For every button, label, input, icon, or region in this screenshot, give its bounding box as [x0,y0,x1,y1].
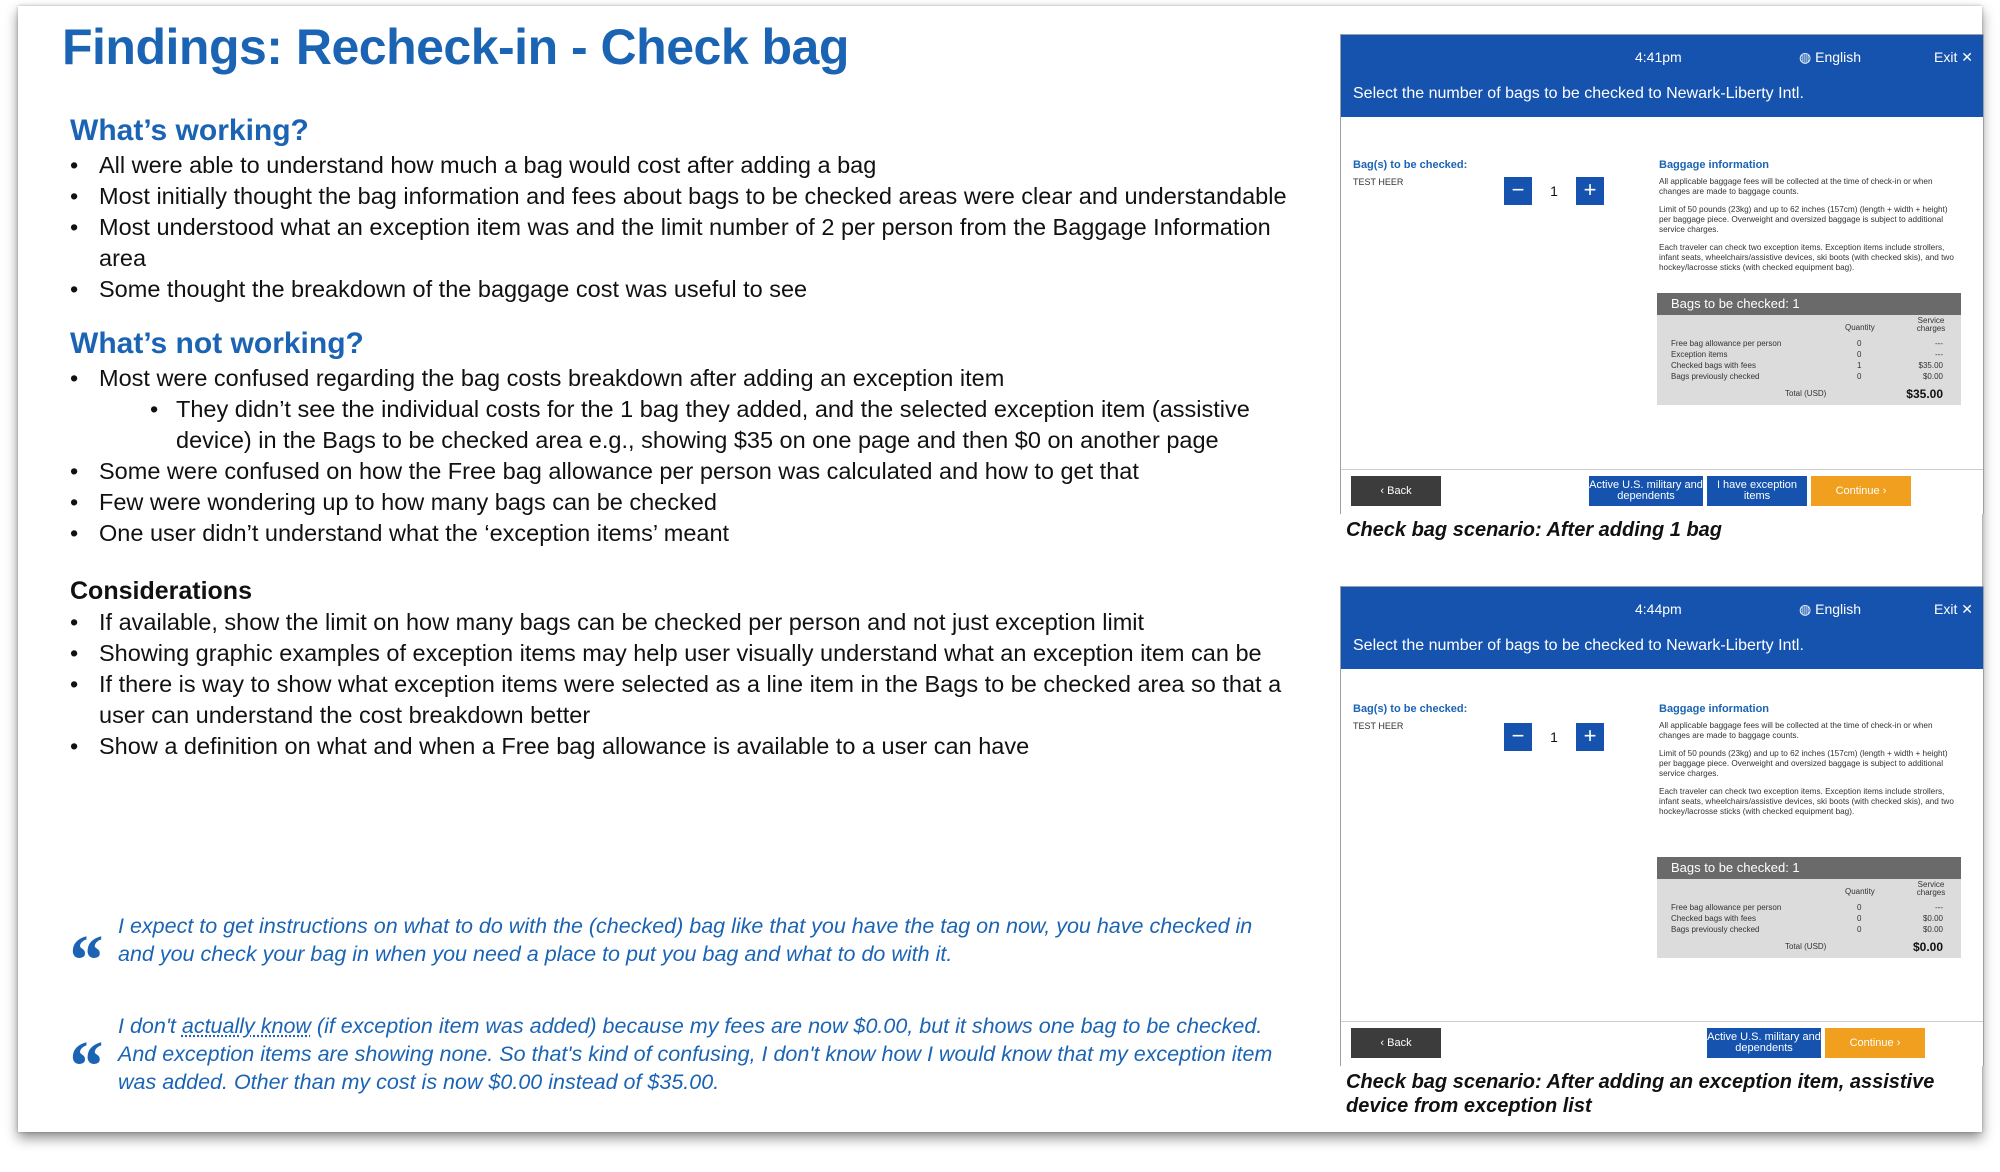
kiosk-screenshot-1 [1340,34,1984,514]
table-row: Bags previously checked 0 $0.00 [1671,372,1943,381]
list-item: • All were able to understand how much a bag would cost after adding a bag [70,150,1290,181]
chevron-right-icon: › [1882,484,1887,497]
not-working-heading: What’s not working? [70,327,364,360]
kiosk-footer [1341,1021,1983,1066]
language-selector[interactable]: ◍ English [1799,49,1862,65]
caption-2: Check bag scenario: After adding an exception item, assistive device from exception list [1346,1071,1935,1117]
list-item: • Showing graphic examples of exception items may help user visually understand what an exception item can be [70,638,1290,669]
globe-icon: ◍ [1799,49,1812,65]
close-icon: ✕ [1961,601,1973,617]
chevron-left-icon: ‹ [1380,1036,1385,1049]
bag-count: 1 [1532,177,1576,205]
list-item: • Some thought the breakdown of the baggage cost was useful to see [70,274,1290,305]
page-title: Findings: Recheck-in - Check bag [62,19,849,75]
quote-text: I expect to get instructions on what to do with the (checked) bag like that you have the tag on now, you have checked in and you check your bag in when you need a place to put you bag and what to do with it. [118,914,1253,966]
kiosk-header [1341,35,1983,117]
clock: 4:44pm [1635,601,1682,617]
findings-text [70,112,1290,762]
exit-button[interactable]: Exit ✕ [1934,601,1973,617]
list-item: • One user didn’t understand what the ‘exception items’ meant [70,518,1290,549]
instruction: Select the number of bags to be checked to Newark-Liberty Intl. [1353,637,1804,654]
summary-total: Total (USD) $35.00 [1785,387,1943,401]
table-row: Free bag allowance per person 0 --- [1671,339,1943,348]
summary-total: Total (USD) $0.00 [1785,940,1943,954]
continue-button[interactable]: Continue › [1825,1028,1925,1058]
list-item: • If there is way to show what exception items were selected as a line item in the Bags to be checked area so that a user can understand the cost breakdown better [70,669,1290,731]
bags-label: Bag(s) to be checked: [1353,159,1468,171]
summary-title: Bags to be checked: 1 [1657,293,1961,315]
clock: 4:41pm [1635,49,1682,65]
table-row: Bags previously checked 0 $0.00 [1671,925,1943,934]
military-button[interactable]: Active U.S. military and dependents [1589,476,1703,506]
not-working-list [70,363,1290,549]
quote-mark-icon: “ [66,920,102,1000]
back-button[interactable]: ‹ Back [1351,1028,1441,1058]
table-row: Exception items 0 --- [1671,350,1943,359]
quantity-stepper [1504,723,1604,753]
bags-summary [1657,293,1961,405]
quote-mark-icon: “ [66,1026,102,1106]
list-item: • If available, show the limit on how many bags can be checked per person and not just exception limit [70,607,1290,638]
language-selector[interactable]: ◍ English [1799,601,1862,617]
quantity-stepper [1504,177,1604,207]
list-subitem: • They didn’t see the individual costs for the 1 bag they added, and the selected exception item (assistive device) in the Bags to be checked area e.g., showing $35 on one page and then $0 on another page [70,394,1290,456]
summary-rows [1657,339,1961,383]
working-list [70,150,1290,305]
list-item: • Most initially thought the bag information and fees about bags to be checked areas were clear and understandable [70,181,1290,212]
considerations-heading: Considerations [70,577,252,605]
close-icon: ✕ [1961,49,1973,65]
continue-button[interactable]: Continue › [1811,476,1911,506]
list-item: • Most understood what an exception item was and the limit number of 2 per person from the Baggage Information area [70,212,1290,274]
chevron-right-icon: › [1896,1036,1901,1049]
baggage-info-text: All applicable baggage fees will be collected at the time of check-in or when changes are made to baggage counts. Limit of 50 pounds (23kg) and up to 62 inches (157cm) (length + width + height) per baggage piece. Overweight and oversized baggage is subject to additional service charges. Each traveler can check two exception items. Exception items include strollers, infant seats, wheelchairs/assistive devices, ski boots (with checked skis), and two hockey/lacrosse sticks (with checked equipment bag). [1659,721,1954,816]
baggage-info-title: Baggage information [1659,703,1770,715]
list-item: • Show a definition on what and when a Free bag allowance is available to a user can have [70,731,1290,762]
list-item: • Most were confused regarding the bag costs breakdown after adding an exception item [70,363,1290,394]
bags-label: Bag(s) to be checked: [1353,703,1468,715]
summary-title: Bags to be checked: 1 [1657,857,1961,879]
slide [18,6,1982,1132]
exception-items-button[interactable]: I have exception items [1707,476,1807,506]
table-row: Checked bags with fees 0 $0.00 [1671,914,1943,923]
minus-button[interactable]: − [1504,177,1532,205]
instruction: Select the number of bags to be checked to Newark-Liberty Intl. [1353,85,1804,102]
table-row: Free bag allowance per person 0 --- [1671,903,1943,912]
baggage-info-text: All applicable baggage fees will be collected at the time of check-in or when changes are made to baggage counts. Limit of 50 pounds (23kg) and up to 62 inches (157cm) (length + width + height) per baggage piece. Overweight and oversized baggage is subject to additional service charges. Each traveler can check two exception items. Exception items include strollers, infant seats, wheelchairs/assistive devices, ski boots (with checked skis), and two hockey/lacrosse sticks (with checked equipment bag). [1659,177,1954,272]
plus-button[interactable]: + [1576,177,1604,205]
quote-text: I don't actually know (if exception item was added) because my fees are now $0.00, but it shows one bag to be checked. And exception items are showing none. So that's kind of confusing, I don't know how I would know that my exception item was added. Other than my cost is now $0.00 instead of $35.00. [118,1014,1273,1094]
quote-2 [66,1012,1286,1106]
caption-1: Check bag scenario: After adding 1 bag [1346,519,1723,541]
considerations-list [70,607,1290,762]
military-button[interactable]: Active U.S. military and dependents [1707,1028,1821,1058]
list-item: • Few were wondering up to how many bags can be checked [70,487,1290,518]
summary-columns: Quantity Service charges [1845,880,1946,897]
minus-button[interactable]: − [1504,723,1532,751]
kiosk-screenshot-2 [1340,586,1984,1066]
chevron-left-icon: ‹ [1380,484,1385,497]
table-row: Checked bags with fees 1 $35.00 [1671,361,1943,370]
kiosk-footer [1341,469,1983,514]
globe-icon: ◍ [1799,601,1812,617]
back-button[interactable]: ‹ Back [1351,476,1441,506]
passenger-name: TEST HEER [1353,177,1404,187]
dotted-underline-phrase: actually know [181,1014,311,1038]
summary-rows [1657,903,1961,936]
bag-count: 1 [1532,723,1576,751]
quote-1 [66,912,1286,1000]
passenger-name: TEST HEER [1353,721,1404,731]
baggage-info-title: Baggage information [1659,159,1770,171]
working-heading: What’s working? [70,114,309,147]
exit-button[interactable]: Exit ✕ [1934,49,1973,65]
bags-summary [1657,857,1961,958]
kiosk-header [1341,587,1983,669]
summary-columns: Quantity Service charges [1845,316,1946,333]
list-item: • Some were confused on how the Free bag allowance per person was calculated and how to get that [70,456,1290,487]
plus-button[interactable]: + [1576,723,1604,751]
